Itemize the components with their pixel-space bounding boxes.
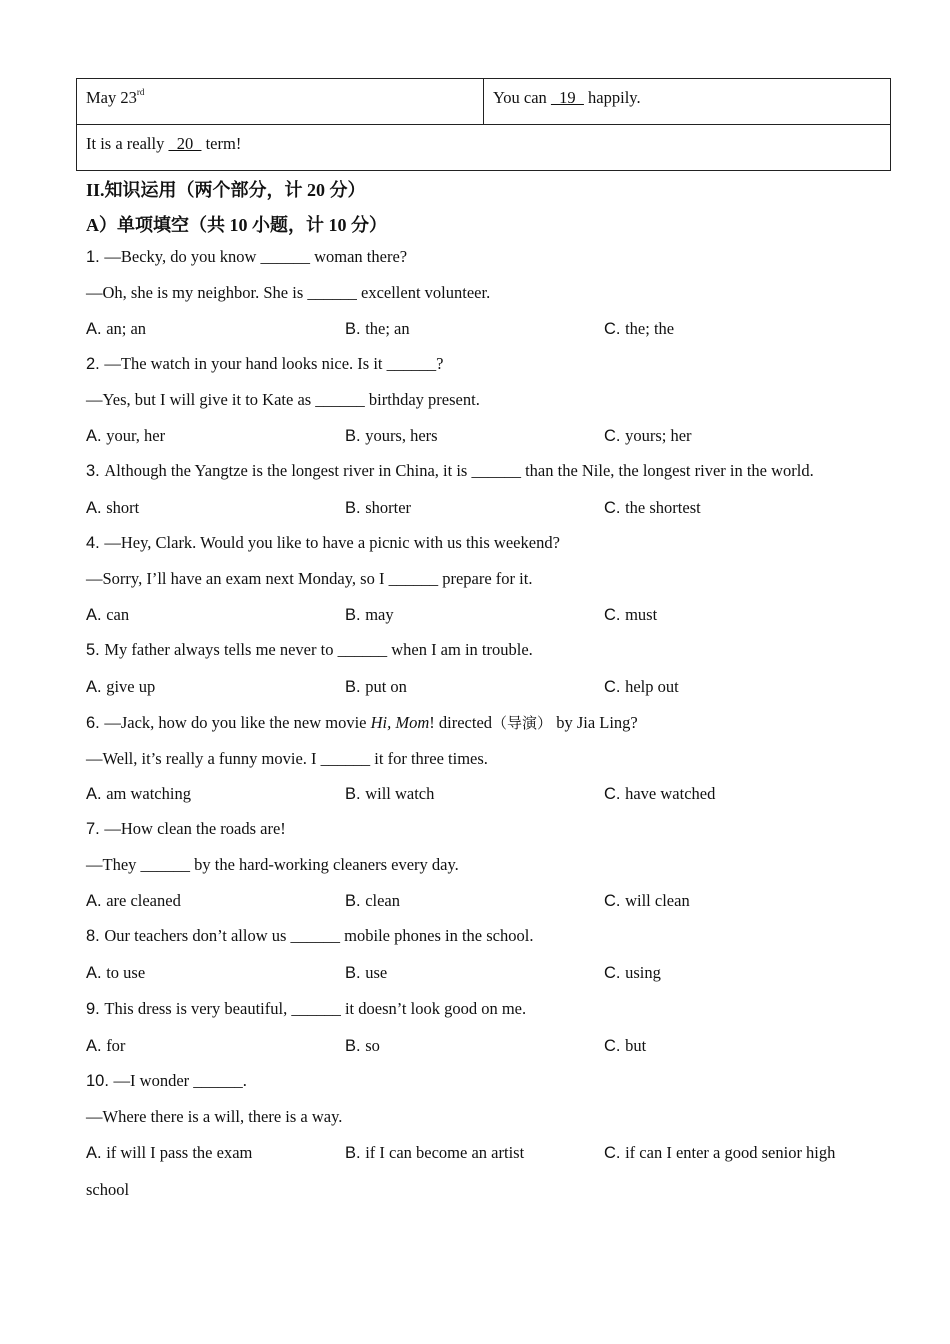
option-key: C. (604, 499, 626, 517)
option-c (604, 498, 701, 518)
question-stem (86, 533, 560, 553)
question-stem (86, 640, 533, 660)
option-text: using (625, 963, 661, 982)
option-key: B. (345, 320, 366, 338)
question-line: —Yes, but I will give it to Kate as ______ birthday present. (86, 390, 480, 409)
option-key: B. (345, 499, 366, 517)
option-c (604, 605, 657, 625)
option-c (604, 426, 692, 446)
option-text: give up (106, 677, 156, 696)
question-stem (86, 819, 286, 839)
option-a (86, 891, 181, 911)
option-key: A. (86, 427, 107, 445)
option-key: B. (345, 1144, 366, 1162)
option-text: yours; her (625, 426, 692, 445)
option-c (604, 1036, 646, 1056)
option-key: B. (345, 606, 366, 624)
option-c (604, 677, 679, 697)
option-c (604, 784, 715, 804)
option-key: C. (604, 606, 626, 624)
question-text: —I wonder ______. (113, 1071, 247, 1090)
table-cell-20 (77, 125, 891, 171)
question-stem (86, 926, 533, 946)
option-b (345, 963, 387, 983)
question-text: —The watch in your hand looks nice. Is it ______? (104, 354, 444, 373)
blank-19: 19 (550, 88, 584, 107)
option-b (345, 498, 411, 518)
question-text: Our teachers don’t allow us ______ mobile phones in the school. (104, 926, 534, 945)
option-key: B. (345, 892, 366, 910)
question-number: 6. (86, 714, 105, 732)
option-text: help out (625, 677, 679, 696)
blank-20: 20 (168, 134, 202, 153)
movie-title: Hi, Mom (370, 713, 430, 732)
option-text: the; an (365, 319, 410, 338)
option-key: B. (345, 964, 366, 982)
option-wrap-text: school (86, 1180, 130, 1199)
cell-text: term! (201, 134, 242, 153)
question-line: —Well, it’s really a funny movie. I ______ it for three times. (86, 749, 488, 768)
question-line: —Oh, she is my neighbor. She is ______ excellent volunteer. (86, 283, 491, 302)
option-text: may (365, 605, 394, 624)
question-number: 4. (86, 534, 105, 552)
option-key: C. (604, 892, 626, 910)
option-text: to use (106, 963, 146, 982)
option-a (86, 1036, 125, 1056)
option-key: A. (86, 678, 107, 696)
question-number: 3. (86, 462, 105, 480)
question-text: Although the Yangtze is the longest river in China, it is ______ than the Nile, the longest river in the world. (104, 461, 814, 480)
passage-table (76, 78, 891, 171)
option-key: C. (604, 320, 626, 338)
question-number: 1. (86, 248, 105, 266)
table-cell-19 (484, 79, 891, 125)
option-text: so (365, 1036, 380, 1055)
option-key: A. (86, 320, 107, 338)
question-stem (86, 999, 526, 1019)
option-a (86, 963, 145, 983)
option-a (86, 605, 129, 625)
option-key: C. (604, 1037, 626, 1055)
date-text: May 23 (86, 88, 137, 107)
option-b (345, 677, 407, 697)
option-key: A. (86, 1144, 107, 1162)
chinese-gloss: （导演） (492, 714, 553, 732)
option-text: if will I pass the exam (106, 1143, 253, 1162)
question-number: 7. (86, 820, 105, 838)
option-key: B. (345, 678, 366, 696)
option-text: if I can become an artist (365, 1143, 525, 1162)
option-text: will watch (365, 784, 435, 803)
option-key: A. (86, 606, 107, 624)
option-c (604, 963, 661, 983)
option-b (345, 784, 434, 804)
option-b (345, 891, 400, 911)
question-number: 8. (86, 927, 105, 945)
question-text: —Hey, Clark. Would you like to have a picnic with us this weekend? (104, 533, 560, 552)
option-a (86, 1143, 252, 1163)
option-text: shorter (365, 498, 412, 517)
question-number: 2. (86, 355, 105, 373)
option-c (604, 319, 674, 339)
question-number: 5. (86, 641, 105, 659)
option-b (345, 319, 410, 339)
option-text: must (625, 605, 658, 624)
question-stem (86, 461, 814, 481)
option-c (604, 891, 690, 911)
option-a (86, 784, 191, 804)
option-text: but (625, 1036, 647, 1055)
cell-text: You can (493, 88, 551, 107)
option-text: short (106, 498, 140, 517)
option-key: A. (86, 785, 107, 803)
option-key: A. (86, 499, 107, 517)
option-text: use (365, 963, 388, 982)
option-a (86, 319, 146, 339)
option-b (345, 1036, 380, 1056)
option-text: am watching (106, 784, 191, 803)
option-c (604, 1143, 835, 1163)
option-text: clean (365, 891, 400, 910)
option-text: if can I enter a good senior high (625, 1143, 836, 1162)
option-key: B. (345, 785, 366, 803)
option-a (86, 677, 155, 697)
option-key: A. (86, 964, 107, 982)
table-cell-date (77, 79, 484, 125)
section-heading: II.知识运用（两个部分，计 20 分） (86, 180, 366, 200)
cell-text: It is a really (86, 134, 169, 153)
option-key: A. (86, 1037, 107, 1055)
option-b (345, 1143, 524, 1163)
option-a (86, 426, 165, 446)
option-text: have watched (625, 784, 716, 803)
option-text: for (106, 1036, 126, 1055)
option-text: the shortest (625, 498, 701, 517)
option-key: C. (604, 427, 626, 445)
option-text: will clean (625, 891, 690, 910)
option-text: are cleaned (106, 891, 181, 910)
option-text: your, her (106, 426, 166, 445)
option-key: C. (604, 785, 626, 803)
question-text: —Becky, do you know ______ woman there? (104, 247, 408, 266)
question-stem (86, 1071, 247, 1091)
question-line: —They ______ by the hard-working cleaners every day. (86, 855, 459, 874)
option-text: the; the (625, 319, 675, 338)
question-text: —Jack, how do you like the new movie (104, 713, 371, 732)
option-key: C. (604, 678, 626, 696)
option-b (345, 605, 394, 625)
question-stem (86, 354, 443, 374)
option-a (86, 498, 139, 518)
question-text: by Jia Ling? (552, 713, 638, 732)
question-line: —Sorry, I’ll have an exam next Monday, so I ______ prepare for it. (86, 569, 533, 588)
option-key: C. (604, 1144, 626, 1162)
part-a-heading: A）单项填空（共 10 小题，计 10 分） (86, 215, 387, 235)
option-key: C. (604, 964, 626, 982)
question-text: My father always tells me never to ______ when I am in trouble. (104, 640, 533, 659)
question-text: This dress is very beautiful, ______ it doesn’t look good on me. (104, 999, 527, 1018)
option-key: A. (86, 892, 107, 910)
option-b (345, 426, 438, 446)
question-stem (86, 247, 407, 267)
question-number: 9. (86, 1000, 105, 1018)
option-text: yours, hers (365, 426, 438, 445)
option-text: an; an (106, 319, 147, 338)
date-suffix: rd (136, 87, 145, 97)
option-text: can (106, 605, 130, 624)
question-number: 10. (86, 1072, 114, 1090)
option-key: B. (345, 1037, 366, 1055)
question-text: —How clean the roads are! (104, 819, 286, 838)
question-stem (86, 712, 638, 733)
option-text: put on (365, 677, 407, 696)
question-text: ! directed (429, 713, 493, 732)
option-key: B. (345, 427, 366, 445)
question-line: —Where there is a will, there is a way. (86, 1107, 343, 1126)
cell-text: happily. (583, 88, 641, 107)
